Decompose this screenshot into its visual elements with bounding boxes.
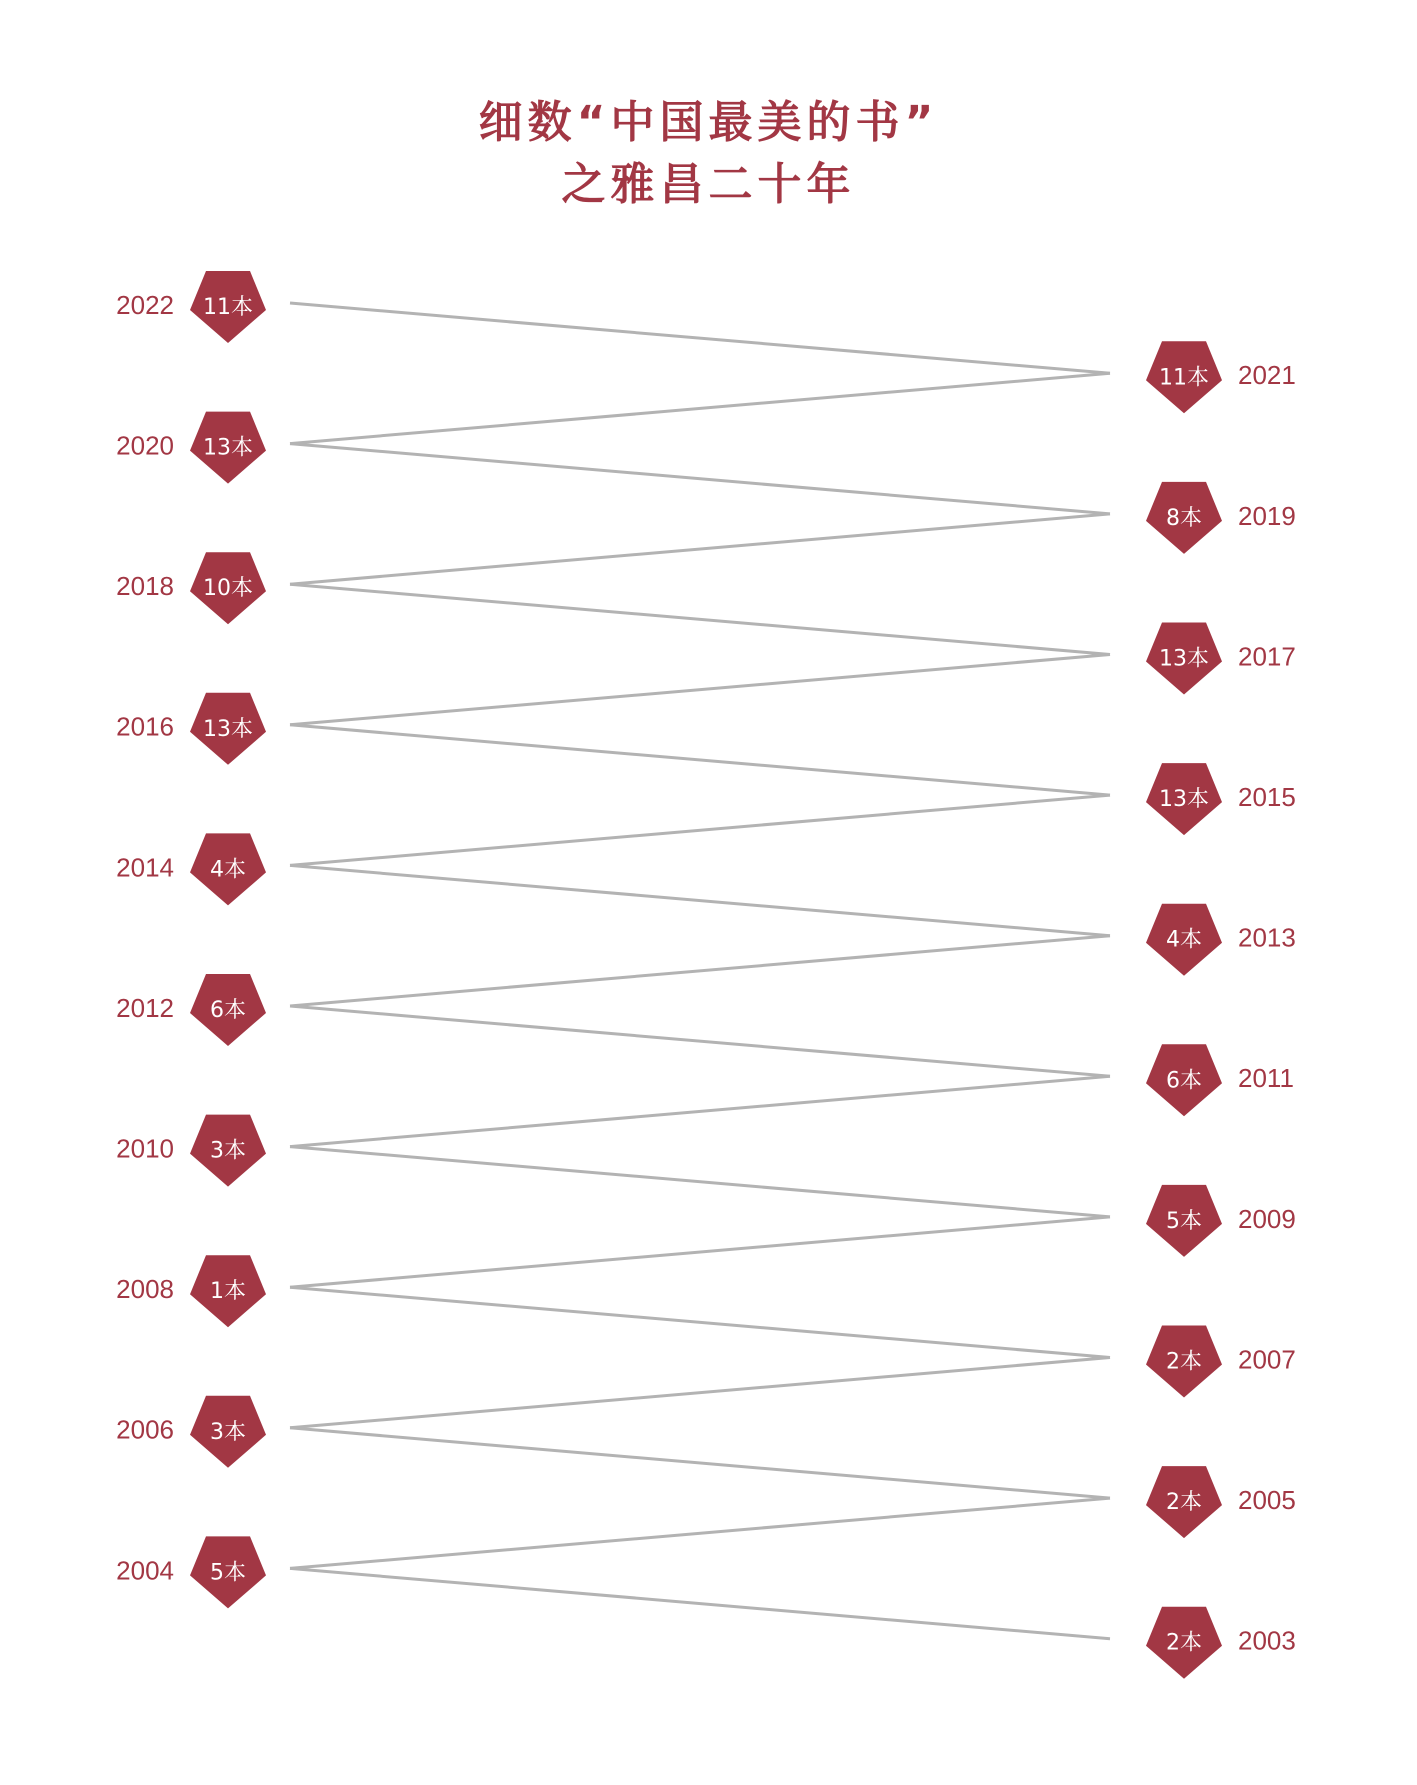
zigzag-segment bbox=[290, 1568, 1110, 1638]
year-marker-2010 bbox=[116, 1115, 266, 1187]
year-label: 2018 bbox=[116, 571, 174, 602]
year-label: 2010 bbox=[116, 1133, 174, 1164]
year-label: 2006 bbox=[116, 1414, 174, 1445]
zigzag-segment bbox=[290, 373, 1110, 443]
year-label: 2003 bbox=[1238, 1625, 1296, 1656]
count-label: 3本 bbox=[210, 1138, 246, 1164]
zigzag-segment bbox=[290, 795, 1110, 865]
year-label: 2022 bbox=[116, 289, 174, 320]
year-label: 2009 bbox=[1238, 1203, 1296, 1234]
count-label: 2本 bbox=[1166, 1630, 1202, 1656]
year-label: 2015 bbox=[1238, 781, 1296, 812]
count-label: 6本 bbox=[210, 998, 246, 1023]
year-marker-2006 bbox=[116, 1396, 266, 1468]
year-label: 2007 bbox=[1238, 1344, 1296, 1375]
zigzag-segment bbox=[290, 1006, 1110, 1076]
year-marker-2003 bbox=[1146, 1607, 1296, 1679]
year-marker-2016 bbox=[116, 693, 266, 765]
count-label: 13本 bbox=[203, 716, 253, 742]
year-label: 2011 bbox=[1238, 1063, 1294, 1094]
year-label: 2021 bbox=[1238, 360, 1296, 391]
count-label: 4本 bbox=[1166, 927, 1202, 953]
count-label: 1本 bbox=[210, 1279, 246, 1305]
zigzag-segment bbox=[290, 1076, 1110, 1146]
year-marker-2020 bbox=[116, 412, 266, 484]
count-label: 8本 bbox=[1166, 505, 1202, 531]
zigzag-segment bbox=[290, 444, 1110, 514]
year-marker-2021 bbox=[1146, 341, 1296, 413]
count-label: 5本 bbox=[1166, 1208, 1202, 1234]
year-label: 2017 bbox=[1238, 641, 1296, 672]
zigzag-segment bbox=[290, 584, 1110, 654]
count-label: 4本 bbox=[210, 857, 246, 883]
year-label: 2016 bbox=[116, 711, 174, 742]
year-label: 2004 bbox=[116, 1555, 174, 1586]
year-label: 2020 bbox=[116, 430, 174, 461]
year-label: 2013 bbox=[1238, 922, 1296, 953]
zigzag-segment bbox=[290, 1498, 1110, 1568]
count-label: 11本 bbox=[1159, 365, 1209, 391]
year-marker-2008 bbox=[116, 1255, 266, 1327]
year-marker-2017 bbox=[1146, 623, 1296, 695]
zigzag-segment bbox=[290, 1428, 1110, 1498]
title-line-2: 之雅昌二十年 bbox=[561, 159, 856, 210]
year-label: 2019 bbox=[1238, 500, 1296, 531]
zigzag-segment bbox=[290, 1358, 1110, 1428]
zigzag-segment bbox=[290, 725, 1110, 795]
zigzag-segment bbox=[290, 936, 1110, 1006]
year-marker-2014 bbox=[116, 833, 266, 905]
zigzag-segment bbox=[290, 865, 1110, 935]
count-label: 10本 bbox=[203, 576, 253, 602]
year-marker-2004 bbox=[116, 1536, 266, 1608]
title-line-1: 细数“中国最美的书” bbox=[478, 97, 939, 148]
year-marker-2022 bbox=[116, 271, 266, 343]
count-label: 13本 bbox=[1159, 787, 1209, 813]
zigzag-segment bbox=[290, 655, 1110, 725]
year-marker-2019 bbox=[1146, 482, 1296, 554]
count-label: 5本 bbox=[210, 1560, 246, 1586]
year-label: 2012 bbox=[116, 992, 174, 1023]
year-label: 2005 bbox=[1238, 1484, 1296, 1515]
year-marker-2015 bbox=[1146, 763, 1296, 835]
zigzag-segment bbox=[290, 303, 1110, 373]
zigzag-lines bbox=[290, 303, 1110, 1639]
count-label: 13本 bbox=[203, 435, 253, 461]
year-markers bbox=[116, 271, 1296, 1679]
zigzag-segment bbox=[290, 514, 1110, 584]
count-label: 3本 bbox=[210, 1419, 246, 1445]
count-label: 2本 bbox=[1166, 1349, 1202, 1375]
year-marker-2012 bbox=[116, 974, 266, 1046]
zigzag-segment bbox=[290, 1147, 1110, 1217]
zigzag-segment bbox=[290, 1287, 1110, 1357]
count-label: 2本 bbox=[1166, 1490, 1202, 1516]
year-label: 2014 bbox=[116, 852, 174, 883]
zigzag-segment bbox=[290, 1217, 1110, 1287]
count-label: 6本 bbox=[1166, 1068, 1202, 1094]
year-marker-2009 bbox=[1146, 1185, 1296, 1257]
year-marker-2018 bbox=[116, 552, 266, 624]
count-label: 11本 bbox=[203, 295, 253, 320]
year-marker-2011 bbox=[1146, 1044, 1294, 1116]
year-label: 2008 bbox=[116, 1274, 174, 1305]
year-marker-2013 bbox=[1146, 904, 1296, 976]
year-marker-2007 bbox=[1146, 1326, 1296, 1398]
count-label: 13本 bbox=[1159, 646, 1209, 672]
year-marker-2005 bbox=[1146, 1466, 1296, 1538]
